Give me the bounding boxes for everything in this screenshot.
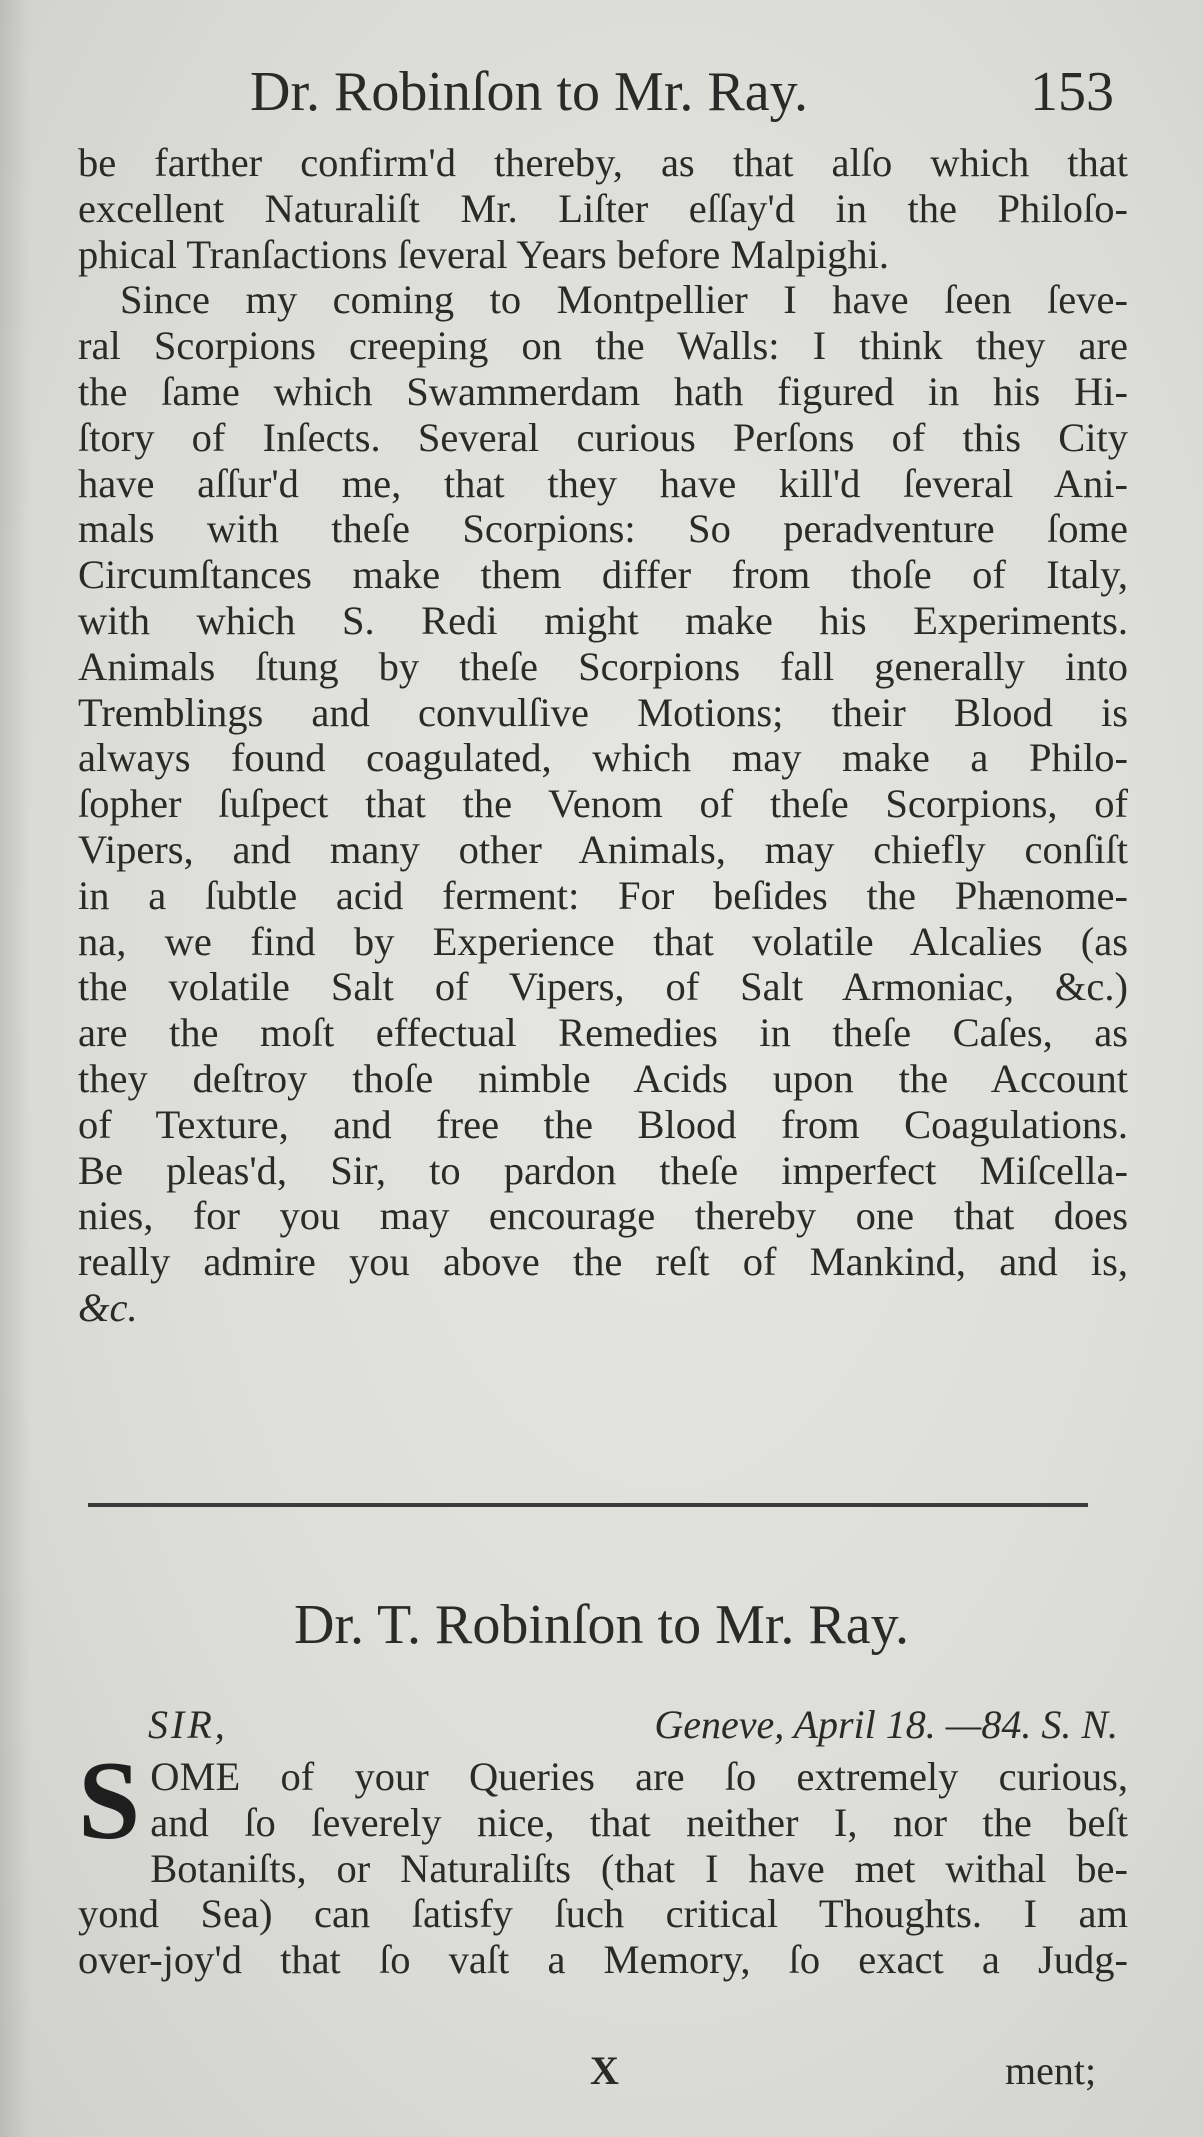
text-line: excellent Naturaliſt Mr. Liſter eſſay'd in the Philoſo-: [78, 185, 1128, 231]
letter-heading: Dr. T. Robinſon to Mr. Ray.: [294, 1594, 909, 1656]
text-line: Be pleas'd, Sir, to pardon theſe imperfect Miſcella-: [78, 1147, 1128, 1193]
text-line: are the moſt effectual Remedies in theſe Caſes, as: [78, 1010, 1128, 1056]
text-line: phical Tranſactions ſeveral Years before Malpighi.: [78, 231, 889, 277]
text-line: over-joy'd that ſo vaſt a Memory, ſo exact a Judg-: [78, 1937, 1128, 1983]
page-number: 153: [1030, 61, 1114, 123]
text-line: mals with theſe Scorpions: So peradventure ſome: [78, 506, 1128, 552]
running-title: Dr. Robinſon to Mr. Ray.: [250, 61, 808, 123]
text-line: Botaniſts, or Naturaliſts (that I have met withal be-: [150, 1845, 1128, 1891]
text-line: have aſſur'd me, that they have kill'd ſeveral Ani-: [78, 460, 1128, 506]
text-line: with which S. Redi might make his Experiments.: [78, 597, 1128, 643]
text-line: and ſo ſeverely nice, that neither I, nor the beſt: [150, 1799, 1128, 1845]
text-line: really admire you above the reſt of Mankind, and is,: [78, 1239, 1128, 1285]
drop-cap: S: [78, 1739, 141, 1863]
spine-shadow: [0, 0, 30, 2137]
text-line: the ſame which Swammerdam hath figured in his Hi-: [78, 368, 1128, 414]
text-line: OME of your Queries are ſo extremely curious,: [150, 1754, 1128, 1799]
text-line: na, we find by Experience that volatile Alcalies (as: [78, 918, 1128, 964]
text-line: always found coagulated, which may make a Philo-: [78, 735, 1128, 781]
letter-body: [78, 140, 1128, 1331]
text-line: of Texture, and free the Blood from Coagulations.: [78, 1101, 1128, 1147]
text-line: nies, for you may encourage thereby one that does: [78, 1193, 1128, 1239]
page-footer: [0, 2048, 1203, 2094]
text-line: Circumſtances make them differ from thoſe of Italy,: [78, 552, 1128, 598]
text-line: ſtory of Inſects. Several curious Perſons of this City: [78, 414, 1128, 460]
signature-mark: X: [590, 2048, 619, 2093]
running-header: [0, 52, 1203, 132]
text-line: Tremblings and convulſive Motions; their Blood is: [78, 689, 1128, 735]
text-line: they deſtroy thoſe nimble Acids upon the Account: [78, 1055, 1128, 1101]
text-line: Animals ſtung by theſe Scorpions fall generally into: [78, 643, 1128, 689]
section-divider: [88, 1503, 1088, 1507]
text-line: the volatile Salt of Vipers, of Salt Armoniac, &c.): [78, 964, 1128, 1010]
text-line: Since my coming to Montpellier I have ſeen ſeve-: [120, 277, 1128, 323]
text-line: Vipers, and many other Animals, may chiefly conſiſt: [78, 826, 1128, 872]
text-line: &c.: [78, 1284, 138, 1330]
text-line: ral Scorpions creeping on the Walls: I think they are: [78, 323, 1128, 369]
dateline: Geneve, April 18. —84. S. N.: [654, 1702, 1118, 1747]
second-letter-body: [78, 1739, 1128, 1983]
text-line: in a ſubtle acid ferment: For beſides the Phænome-: [78, 872, 1128, 918]
catchword: ment;: [1005, 2048, 1097, 2093]
text-line: yond Sea) can ſatisfy ſuch critical Thoughts. I am: [78, 1891, 1128, 1937]
salutation: SIR,: [148, 1702, 228, 1747]
text-line: be farther confirm'd thereby, as that alſo which that: [78, 140, 1128, 185]
text-line: ſopher ſuſpect that the Venom of theſe Scorpions, of: [78, 781, 1128, 827]
